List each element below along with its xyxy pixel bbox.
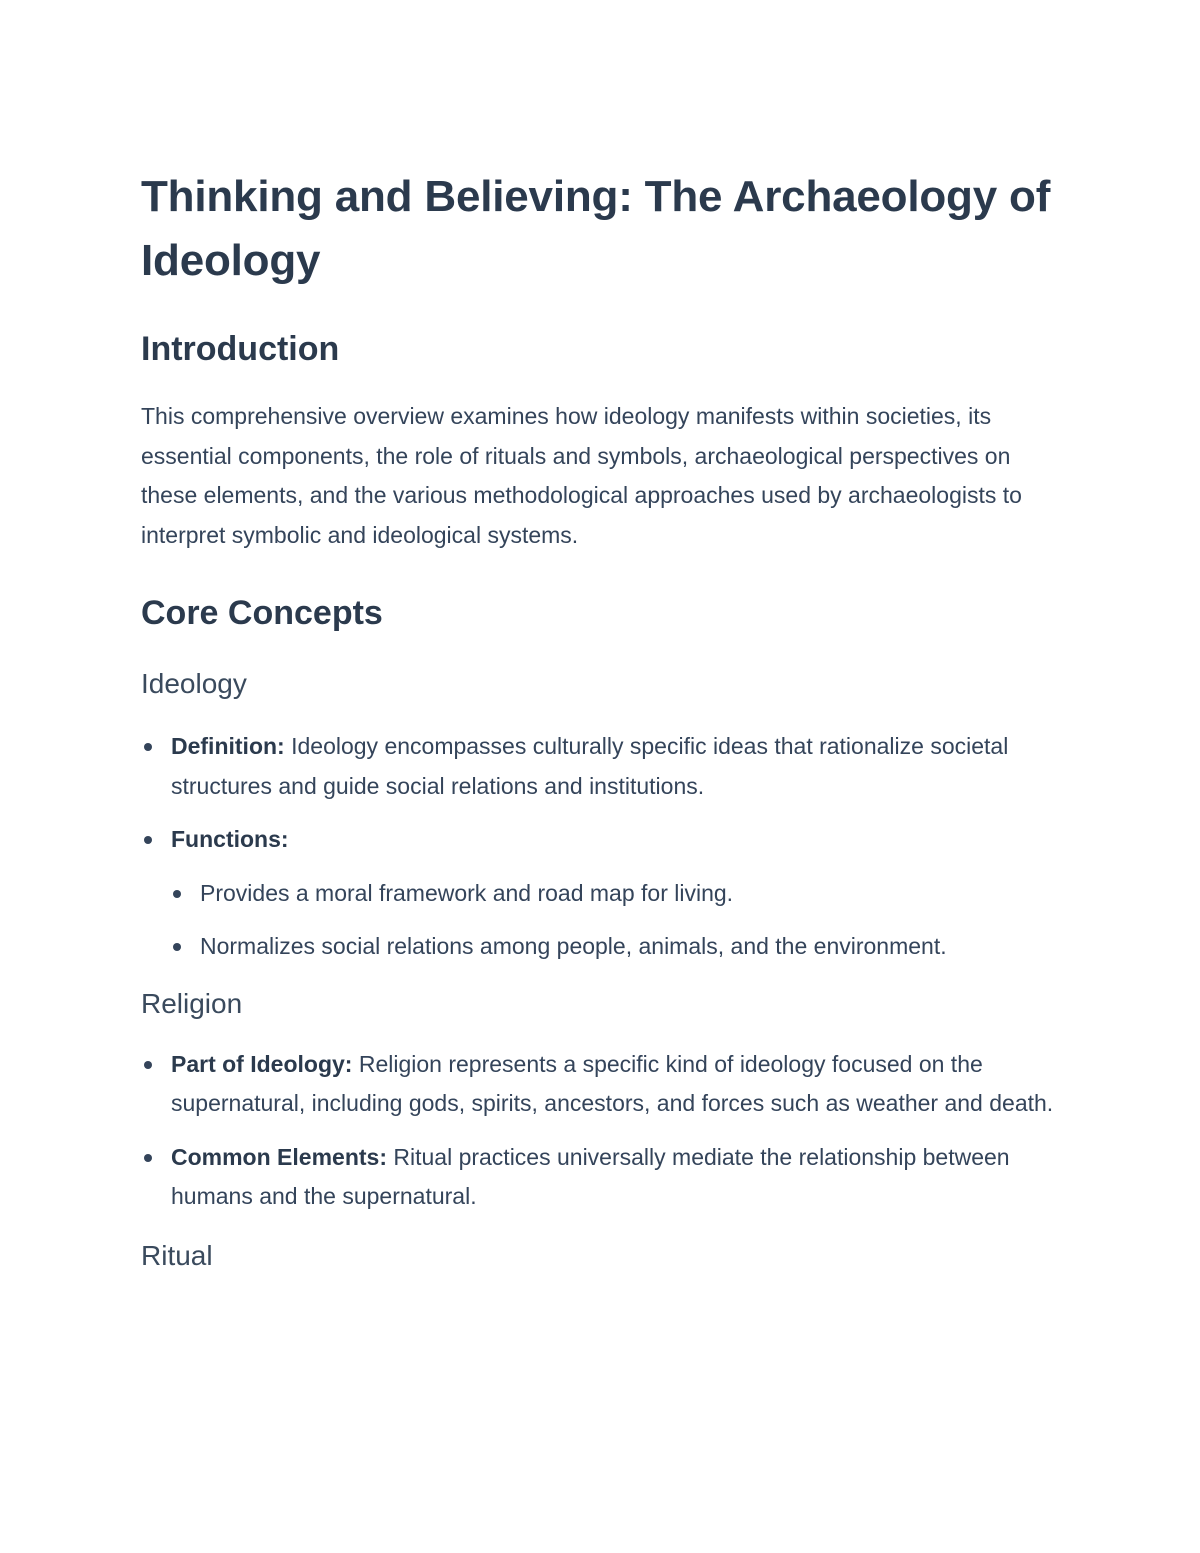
bullet-icon xyxy=(144,1061,152,1069)
document-page xyxy=(141,165,1061,1273)
bullet-icon xyxy=(144,1154,152,1162)
function-text: Normalizes social relations among people, animals, and the environment. xyxy=(200,933,947,959)
core-concepts-heading: Core Concepts xyxy=(141,594,383,632)
bullet-icon xyxy=(144,836,152,844)
list-item-common-elements xyxy=(141,1138,1061,1217)
ideology-heading: Ideology xyxy=(141,668,247,699)
definition-label: Definition: xyxy=(171,733,285,759)
religion-list xyxy=(141,1045,1061,1217)
document-title: Thinking and Believing: The Archaeology of Ideology xyxy=(141,172,1051,285)
list-item-part-of-ideology xyxy=(141,1045,1061,1124)
introduction-heading: Introduction xyxy=(141,330,340,368)
definition-text: Ideology encompasses culturally specific ideas that rationalize societal structures and guide social relations and institutions. xyxy=(171,733,1009,799)
bullet-icon xyxy=(144,743,152,751)
list-item-function xyxy=(141,927,1061,967)
ritual-heading: Ritual xyxy=(141,1239,213,1271)
introduction-paragraph: This comprehensive overview examines how ideology manifests within societies, its essential components, the role of rituals and symbols, archaeological perspectives on these elements, and the various methodological approaches used by archaeologists to interpret symbolic and ideological systems. xyxy=(141,403,1022,548)
common-elements-text: Ritual practices universally mediate the relationship between humans and the supernatural. xyxy=(171,1143,1010,1209)
common-elements-label: Common Elements: xyxy=(171,1143,387,1170)
list-item-functions xyxy=(141,820,1061,860)
part-of-ideology-label: Part of Ideology: xyxy=(171,1050,353,1077)
bullet-icon xyxy=(173,943,181,951)
functions-label: Functions: xyxy=(171,826,289,852)
part-of-ideology-text: Religion represents a specific kind of ideology focused on the supernatural, including gods, spirits, ancestors, and forces such as weather and death. xyxy=(171,1050,1054,1116)
list-item-definition xyxy=(141,727,1061,806)
list-item-function xyxy=(141,874,1061,914)
religion-heading: Religion xyxy=(141,987,243,1019)
ideology-list xyxy=(141,727,1061,967)
function-text: Provides a moral framework and road map for living. xyxy=(200,879,734,906)
bullet-icon xyxy=(173,890,181,898)
